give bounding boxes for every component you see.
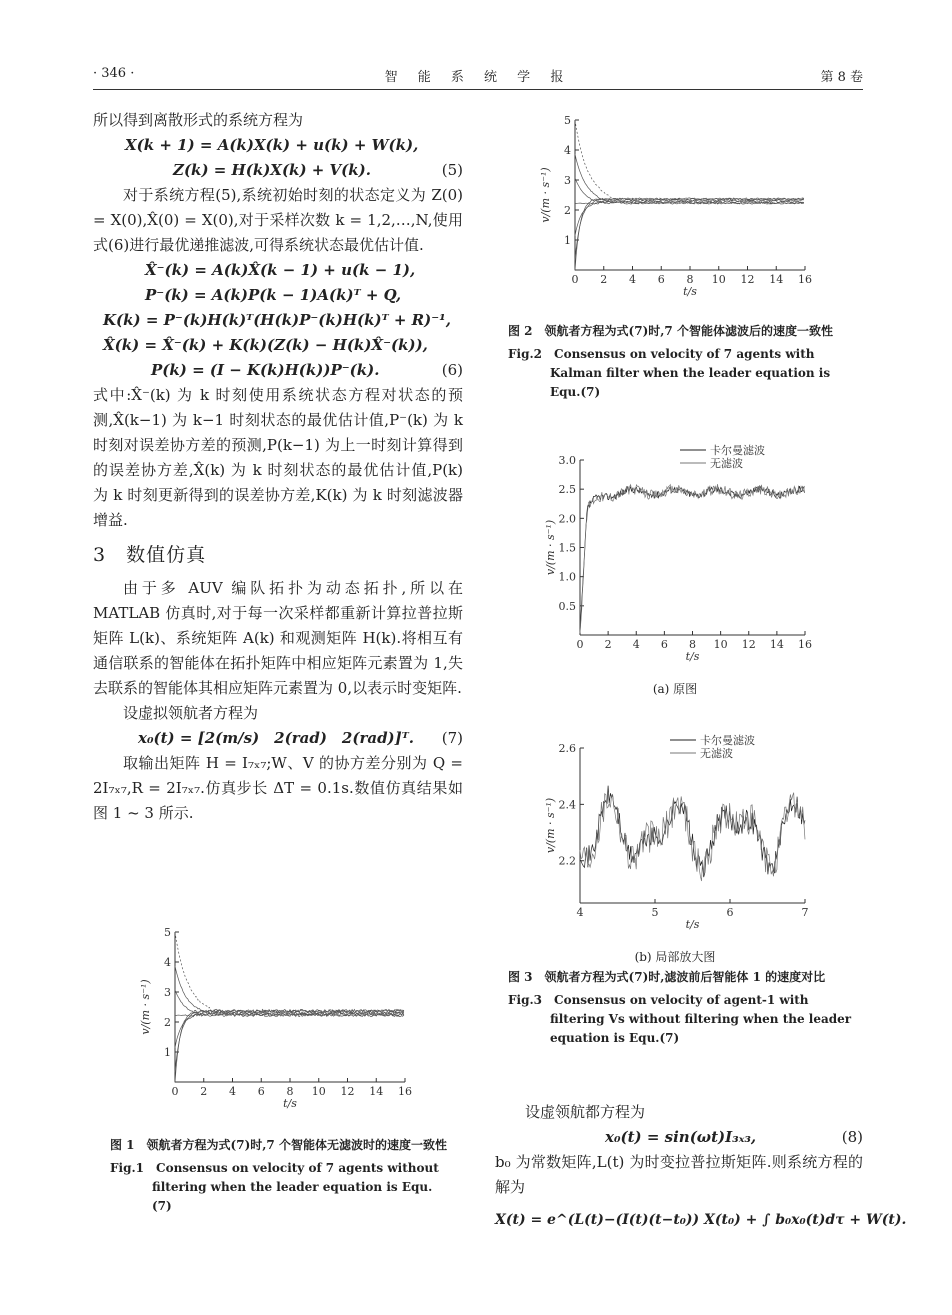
equation-6a: X̂⁻(k) = A(k)X̂(k − 1) + u(k − 1), (145, 261, 416, 279)
x-tick-label: 14 (769, 638, 784, 651)
y-tick-label: 3.0 (558, 454, 576, 467)
figure-3b-subcaption: (b) 局部放大图 (634, 950, 716, 964)
y-tick-label: 4 (564, 144, 571, 157)
x-tick-label: 12 (741, 638, 756, 651)
y-axis-label: v/(m · s⁻¹) (539, 167, 552, 223)
left-column (93, 108, 463, 826)
x-axis-label: t/s (685, 650, 700, 663)
figure-3-caption: 图 3 领航者方程为式(7)时,滤波前后智能体 1 的速度对比 Fig.3 Consensus on velocity of agent-1 with filtering Vs without filtering when the leader equation is Equ.(7) (508, 970, 852, 1045)
equation-6c: K(k) = P⁻(k)H(k)ᵀ(H(k)P⁻(k)H(k)ᵀ + R)⁻¹, (103, 311, 451, 329)
y-tick-label: 2 (564, 204, 571, 217)
x-tick-label: 6 (726, 906, 734, 919)
series-line (575, 120, 804, 204)
x-tick-label: 12 (740, 273, 755, 286)
x-tick-label: 6 (257, 1085, 265, 1098)
paragraph: 设虚拟领航者方程为 (123, 704, 259, 722)
paragraph: 式中:X̂⁻(k) 为 k 时刻使用系统状态方程对状态的预测,X̂(k−1) 为 k−1 时刻状态的最优估计值,P⁻(k) 为 k 时刻对误差协方差的预测,P(k−1) 为上一时刻计算得到的误差协方差,X̂(k) 为 k 时刻状态的最优估计值,P(k) 为 k 时刻更新得到的误差协方差,K(k) 为 k 时刻滤波器增益. (93, 386, 463, 529)
x-tick-label: 10 (711, 273, 726, 286)
y-axis-label: v/(m · s⁻¹) (139, 979, 152, 1035)
y-tick-label: 1.5 (558, 541, 576, 555)
equation-6e: P(k) = (I − K(k)H(k))P⁻(k). (6) (151, 361, 463, 379)
y-tick-label: 1 (564, 234, 571, 247)
x-tick-label: 14 (769, 273, 784, 286)
series-line (580, 786, 805, 878)
y-tick-label: 3 (564, 174, 571, 187)
x-tick-label: 16 (398, 1085, 412, 1098)
x-tick-label: 2 (604, 638, 612, 651)
y-tick-label: 3 (164, 986, 171, 999)
header-rule (93, 89, 863, 90)
x-tick-label: 0 (571, 273, 579, 286)
y-tick-label: 5 (564, 114, 571, 127)
x-tick-label: 5 (651, 906, 659, 919)
y-tick-label: 1.0 (558, 570, 576, 584)
x-tick-label: 8 (686, 273, 694, 286)
x-tick-label: 6 (660, 638, 668, 651)
x-tick-label: 4 (576, 906, 584, 919)
x-tick-label: 0 (171, 1085, 179, 1098)
y-axis-label: v/(m · s⁻¹) (544, 797, 557, 854)
x-tick-label: 2 (200, 1085, 208, 1098)
legend-label: 无滤波 (710, 457, 743, 470)
series-line (580, 484, 804, 633)
y-axis-label: v/(m · s⁻¹) (544, 519, 557, 576)
figure-1-caption: 图 1 领航者方程为式(7)时,7 个智能体无滤波时的速度一致性 Fig.1 Consensus on velocity of 7 agents without filtering when the leader equation is Equ.(7) (110, 1138, 447, 1213)
x-tick-label: 10 (713, 638, 728, 651)
figure-3b-chart (520, 728, 830, 938)
y-tick-label: 2.5 (558, 483, 576, 497)
x-tick-label: 2 (600, 273, 608, 286)
equation-6d: X̂(k) = X̂⁻(k) + K(k)(Z(k) − H(k)X̂⁻(k)), (103, 336, 428, 354)
legend-label: 卡尔曼滤波 (700, 734, 755, 747)
series-line (575, 198, 804, 260)
y-tick-label: 1 (164, 1046, 171, 1059)
x-tick-label: 16 (798, 273, 812, 286)
x-axis-label: t/s (283, 1097, 297, 1110)
legend-label: 无滤波 (700, 747, 733, 760)
equation-5b: Z(k) = H(k)X(k) + V(k). (5) (173, 161, 463, 179)
equation-9: X(t) = e^(L(t)−(I(t)(t−t₀)) X(t₀) + ∫ b₀x₀(t)dτ + W(t). (495, 1212, 907, 1228)
x-tick-label: 4 (229, 1085, 236, 1098)
paragraph: 对于系统方程(5),系统初始时刻的状态定义为 Z(0) = X(0),X̂(0) = X(0),对于采样次数 k = 1,2,…,N,使用式(6)进行最优递推滤波,可得系统状态最优估计值. (93, 186, 463, 254)
series-line (580, 486, 804, 634)
series-line (175, 1010, 404, 1083)
series-line (175, 966, 404, 1016)
series-line (575, 198, 804, 271)
journal-title: 智 能 系 统 学 报 (384, 70, 572, 85)
series-line (575, 154, 804, 204)
equation-7: x₀(t) = [2(m/s) 2(rad) 2(rad)]ᵀ. (7) (138, 729, 463, 747)
figure-2-chart (520, 108, 830, 308)
y-tick-label: 5 (164, 926, 171, 939)
x-tick-label: 4 (629, 273, 636, 286)
x-tick-label: 8 (689, 638, 696, 651)
figure-3a-subcaption: (a) 原图 (652, 682, 698, 696)
x-tick-label: 0 (576, 638, 584, 651)
page-number: · 346 · (93, 66, 135, 81)
figure-3a-chart (520, 440, 830, 668)
paragraph: 取输出矩阵 H = I₇ₓ₇;W、V 的协方差分别为 Q = 2I₇ₓ₇,R = 2I₇ₓ₇.仿真步长 ΔT = 0.1s.数值仿真结果如图 1 ~ 3 所示. (93, 754, 463, 822)
equation-8: x₀(t) = sin(ωt)I₃ₓ₃, (8) (605, 1128, 863, 1146)
running-header (93, 66, 863, 88)
series-line (175, 1009, 404, 1048)
figure-2-caption: 图 2 领航者方程为式(7)时,7 个智能体滤波后的速度一致性 Fig.2 Consensus on velocity of 7 agents with Kalman filter when the leader equation is Equ.(7) (508, 324, 833, 399)
series-line (175, 1010, 404, 1073)
x-tick-label: 16 (798, 638, 812, 651)
paragraph: 设虚领航都方程为 (525, 1103, 646, 1121)
y-tick-label: 2.0 (558, 512, 576, 526)
x-tick-label: 6 (657, 273, 665, 286)
x-tick-label: 4 (632, 638, 640, 651)
y-tick-label: 0.5 (558, 599, 576, 613)
paragraph: b₀ 为常数矩阵,L(t) 为时变拉普拉斯矩阵.则系统方程的解为 (495, 1153, 863, 1196)
x-tick-label: 10 (311, 1085, 326, 1098)
x-tick-label: 14 (369, 1085, 384, 1098)
section-heading: 3 数值仿真 (93, 544, 207, 566)
x-tick-label: 7 (801, 906, 809, 919)
y-tick-label: 2.6 (558, 742, 576, 755)
y-tick-label: 2.4 (558, 798, 576, 812)
x-axis-label: t/s (685, 918, 700, 931)
figure-1-chart (120, 920, 430, 1110)
paragraph: 所以得到离散形式的系统方程为 (93, 111, 304, 129)
x-tick-label: 8 (286, 1085, 294, 1098)
right-column (495, 1100, 907, 1233)
y-tick-label: 2.2 (558, 854, 576, 868)
equation-5a: X(k + 1) = A(k)X(k) + u(k) + W(k), (125, 136, 419, 154)
volume-label: 第 8 卷 (820, 70, 863, 85)
equation-6b: P⁻(k) = A(k)P(k − 1)A(k)ᵀ + Q, (145, 286, 402, 304)
y-tick-label: 2 (164, 1016, 171, 1029)
paragraph: 由于多 AUV 编队拓扑为动态拓扑,所以在 MATLAB 仿真时,对于每一次采样都重新计算拉普拉斯矩阵 L(k)、系统矩阵 A(k) 和观测矩阵 H(k).将相互有通信联系的智能体在拓扑矩阵中相应矩阵元素置为 1,失去联系的智能体其相应矩阵元素置为 0,以表示时变矩阵. (93, 579, 463, 697)
series-line (175, 932, 404, 1017)
x-axis-label: t/s (683, 285, 697, 298)
x-tick-label: 12 (340, 1085, 355, 1098)
legend-label: 卡尔曼滤波 (710, 444, 765, 457)
y-tick-label: 4 (164, 956, 171, 969)
